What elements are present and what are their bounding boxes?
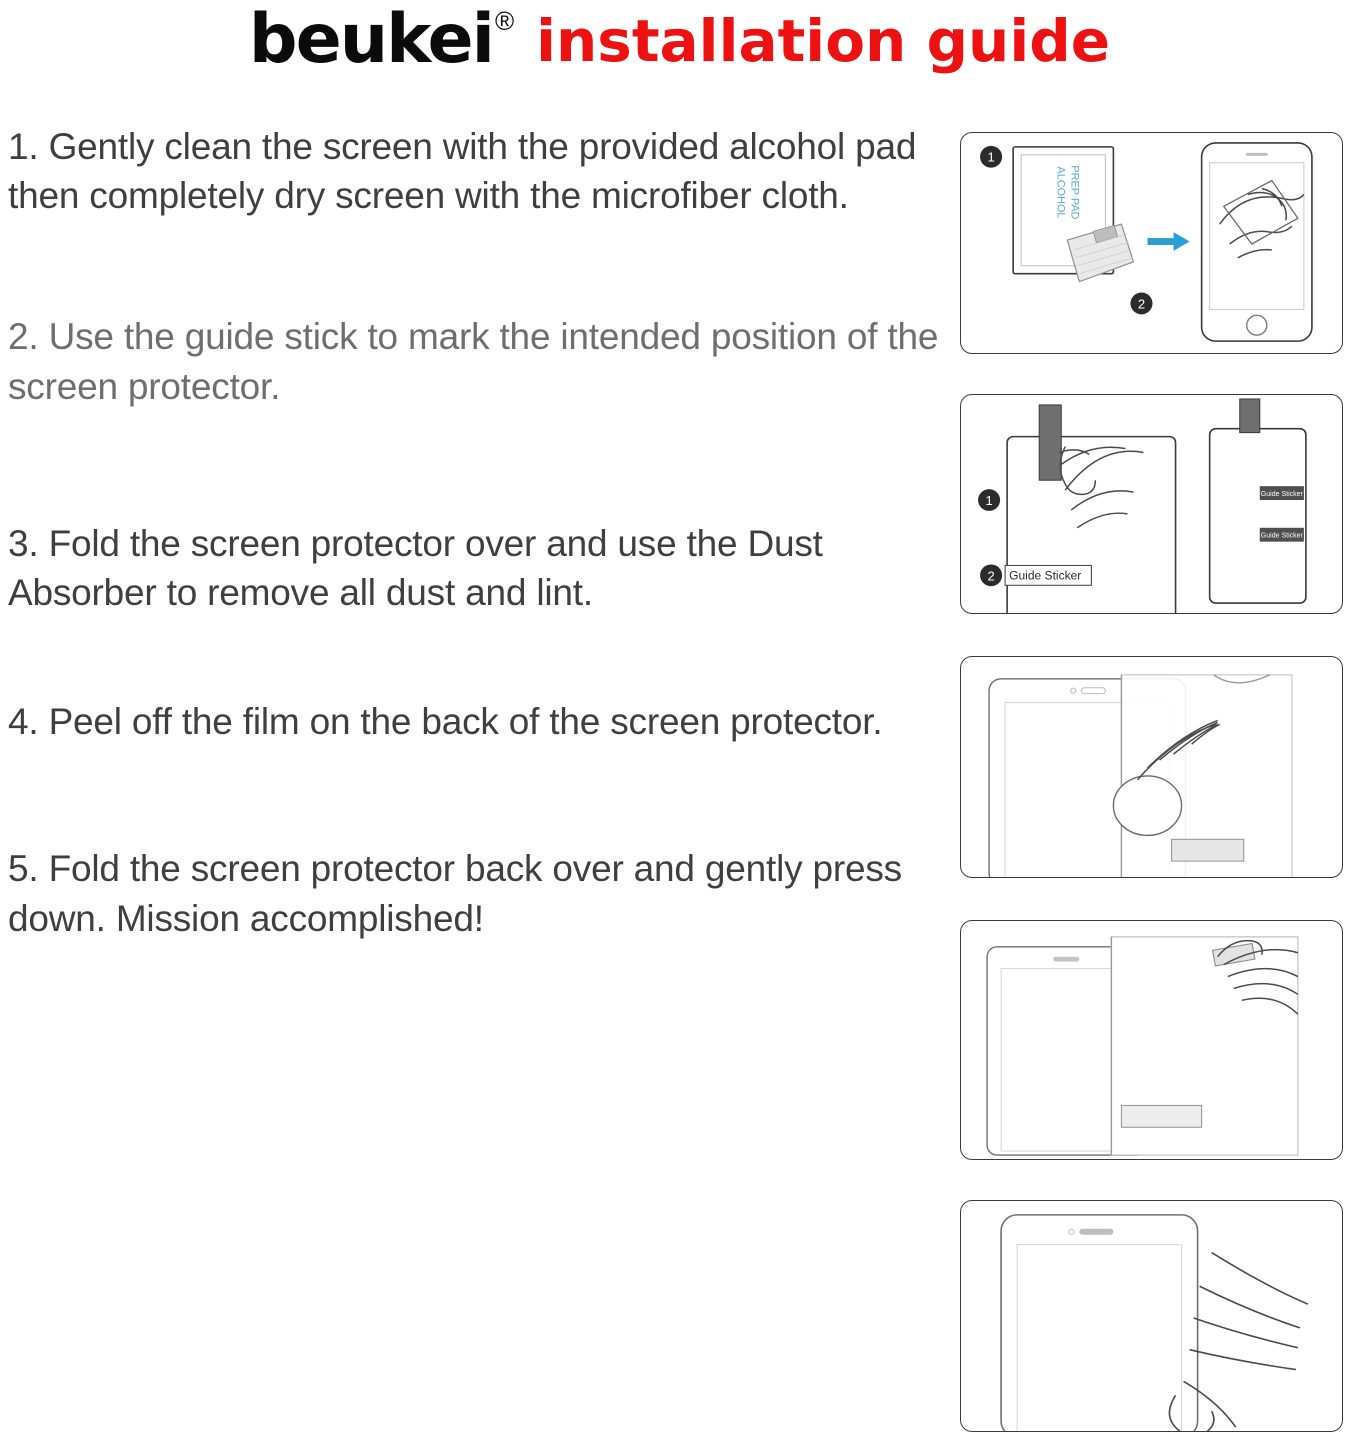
step-1-number: 1. [8, 126, 39, 167]
step-5 [8, 844, 960, 942]
figure2-badge-1-label: 1 [985, 493, 993, 508]
step-2-number: 2. [8, 316, 39, 358]
page-title: installation guide [536, 7, 1111, 75]
brand-name: beukei [248, 0, 493, 79]
figure1-badge-1-label: 1 [987, 149, 995, 165]
step-1 [8, 122, 960, 220]
figures-column [960, 100, 1359, 1380]
step-5-text: Fold the screen protector back over and gently press down. Mission accomplished! [8, 848, 902, 939]
content-area [0, 100, 1359, 1380]
step-4-text: Peel off the film on the back of the screen protector. [48, 701, 883, 743]
brand-lockup [248, 0, 1111, 79]
figure1-badge-2-label: 2 [1137, 296, 1146, 312]
step-3 [8, 519, 960, 617]
steps-column [0, 100, 960, 1380]
step-5-number: 5. [8, 848, 39, 890]
step-2-text: Use the guide stick to mark the intended position of the screen protector. [8, 316, 939, 407]
figure1-alcohol-pad-label-line1: ALCOHOL [1054, 166, 1067, 219]
step-4-number: 4. [8, 701, 39, 743]
figure2-guide-sticker-label-2: Guide Sticker [1260, 491, 1303, 499]
figure-clean-screen [960, 132, 1343, 354]
figure2-guide-sticker-label-3: Guide Sticker [1260, 532, 1303, 540]
figure1-alcohol-pad-label-line2: PREP PAD [1068, 165, 1081, 220]
step-1-text: Gently clean the screen with the provided alcohol pad then completely dry screen with the microfiber cloth. [8, 126, 917, 217]
page-header [0, 0, 1359, 100]
step-2 [8, 312, 960, 410]
figure-dust-absorber [960, 656, 1343, 878]
figure1-arrow-icon [1147, 232, 1189, 251]
registered-trademark-icon: ® [494, 6, 515, 36]
figure2-guide-sticker-label: Guide Sticker [1009, 568, 1082, 583]
figure-guide-sticker [960, 394, 1343, 614]
figure-press-down [960, 1200, 1343, 1432]
figure2-badge-2-label: 2 [987, 568, 995, 584]
step-4 [8, 697, 960, 746]
step-3-text: Fold the screen protector over and use the Dust Absorber to remove all dust and lint. [8, 522, 823, 614]
figure-peel-film [960, 920, 1343, 1160]
step-3-number: 3. [8, 522, 39, 564]
